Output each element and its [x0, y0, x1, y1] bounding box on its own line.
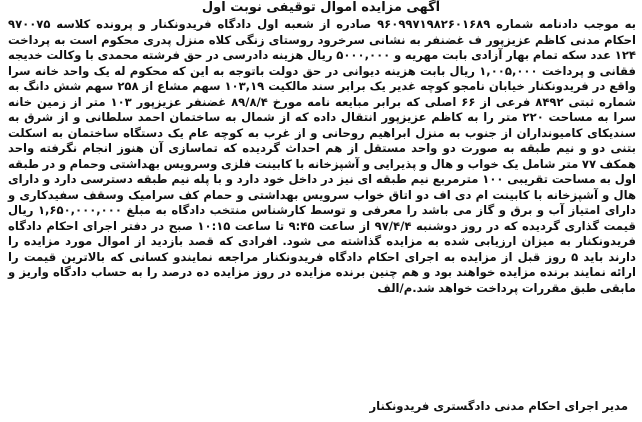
notice-signature: مدیر اجرای احکام مدنی دادگستری فریدونکنار — [369, 399, 628, 413]
notice-title: آگهی مزایده اموال توقیفی نوبت اول — [201, 0, 441, 15]
notice-body: به موجب دادنامه شماره ۹۶۰۹۹۷۱۹۸۲۶۰۱۶۸۹ صادره از شعبه اول دادگاه فریدونکنار و پرونده کلاسه ۹۷۰۰۷۵ احکام مدنی کاظم عزیزپور ف غضنفر به نشانی سرخرود روستای زنگی کلاه منزل پدری محکوم است به پرداخت ۱۲۴ عدد سکه تمام بهار آزادی بابت مهریه و ۵۰۰۰,۰۰۰ ریال هزینه دادرسی در حق فرشته محمدی با وکالت خدیجه فقانی و پرداخت ۱,۰۰۵,۰۰۰ ریال بابت هزینه دیوانی در حق دولت باتوجه به این که محکوم له یک واحد خانه سرا واقع در فریدونکنار خیابان نامجو کوچه غدیر یک برابر سند مالکیت ۱۰۳,۱۹ سهم مشاع از ۲۵۸ سهم شش دانگ به شماره ثبتی ۸۴۹۲ فرعی از ۶۶ اصلی که برابر مبایعه نامه مورخ ۸۹/۸/۴ غضنفر عزیزپور ۱۰۳ متر از زمین خانه سرا به مساحت ۲۲۰ متر را به کاظم عزیزپور انتقال داده که از شمال به ساختمان احمد سلطانی و از شرق به سندیکای کامیونداران از جنوب به منزل ابراهیم روحانی و از غرب به کوچه عام یک دستگاه ساختمان به اسکلت بتنی دو و نیم طبقه به صورت دو واحد مستقل از هم احداث گردیده که تماسازی آن هنوز انجام نگرفته واحد همکف ۷۷ متر شامل یک خواب و هال و پذیرایی و آشپزخانه با کابینت فلزی وسرویس بهداشتی وحمام و در طبقه اول به مساحت تقریبی ۱۰۰ مترمربع نیم طبقه ای نیز در داخل خود دارد و با پله نیم طبقه دسترسی دارد و دارای هال و آشپزخانه با کابینت ام دی اف دو اتاق خواب سرویس بهداشتی و حمام کف سرامیک وسقف سفیدکاری و دارای امتیاز آب و برق و گاز می باشد را معرفی و توسط کارشناس منتخب دادگاه به مبلغ ۱,۶۵۰,۰۰۰,۰۰۰ ریال قیمت گذاری گردیده که در روز دوشنبه ۹۷/۴/۴ از ساعت ۹:۴۵ تا ساعت ۱۰:۱۵ صبح در دفتر اجرای احکام دادگاه فریدونکنار به میزان ارزیابی شده به مزایده گذاشته می شود. افرادی که قصد بازدید از اموال مورد مزایده را دارند باید ۵ روز قبل از مزایده به اجرای احکام دادگاه فریدونکنار مراجعه نمایندو کسانی که بالاترین قیمت را ارائه نمایند برنده مزایده خواهند بود و هم چنین برنده مزایده در روز مزایده ده درصد را به حساب دادگاه واریز و مابقی طبق مقررات پرداخت خواهد شد.م/الف — [8, 17, 637, 295]
